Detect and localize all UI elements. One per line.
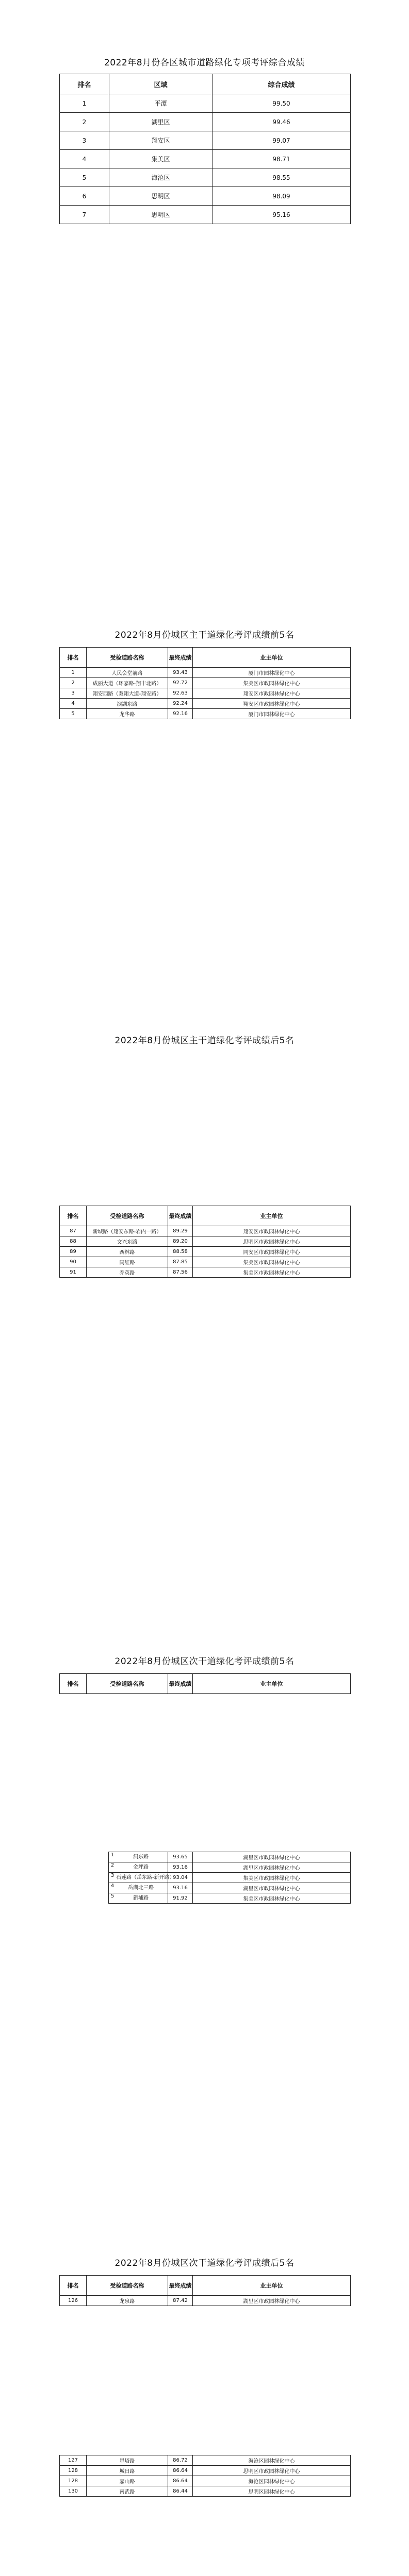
table-header-row [60,2276,351,2296]
column-header: 受检道路名称 [87,1674,168,1694]
road-name-cell: 城日路 [87,2466,168,2476]
district-cell: 海沧区 [109,168,212,187]
section-5-table [59,2455,351,2497]
table-row [60,2466,351,2476]
table-header-row [60,648,351,668]
score-cell: 98.09 [212,187,351,206]
road-name-cell: 滨湖东路 [87,699,168,709]
rank-cell: 1 [60,668,87,678]
score-cell: 87.56 [168,1267,193,1278]
table-row [109,1862,351,1873]
score-cell: 87.85 [168,1257,193,1267]
rank-cell: 4 [60,699,87,709]
score-cell: 89.20 [168,1236,193,1247]
owner-unit-cell: 湖里区市政园林绿化中心 [193,1862,351,1873]
rank-cell: 128 [60,2476,87,2486]
table-row [60,1236,351,1247]
road-name-cell: 洞东路 [133,1854,149,1860]
score-cell: 93.16 [168,1862,193,1873]
rank-cell: 2 [60,113,109,131]
score-cell: 92.63 [168,688,193,699]
rank-cell: 88 [60,1236,87,1247]
rank-cell: 7 [60,206,109,224]
section-4-header-table [59,1673,351,1694]
table-row [60,187,351,206]
section-5-header-table [59,2275,351,2306]
road-name-cell: 金坪路 [133,1865,149,1870]
column-header: 业主单位 [193,1206,351,1226]
column-header: 排名 [60,1674,87,1694]
section-1-table [59,74,351,224]
column-header: 排名 [60,74,109,94]
rank-cell: 128 [60,2466,87,2476]
table-row [109,1883,351,1893]
table-row [60,131,351,150]
column-header: 排名 [60,1206,87,1226]
road-name-cell: 石莲路（岳东路-新开路） [116,1875,175,1880]
road-name-cell: 新埔路 [133,1895,149,1901]
column-header: 最终成绩 [168,648,193,668]
column-header: 最终成绩 [168,1674,193,1694]
owner-unit-cell: 思明区市政园林绿化中心 [193,1236,351,1247]
table-row [60,1247,351,1257]
section-4-table [108,1852,351,1904]
score-cell: 99.50 [212,94,351,113]
table-row [109,1852,351,1862]
column-header: 受检道路名称 [87,648,168,668]
road-name-cell: 乔英路 [87,1267,168,1278]
rank-cell: 3 [110,1873,114,1878]
district-cell: 思明区 [109,206,212,224]
score-cell: 91.92 [168,1893,193,1904]
column-header: 受检道路名称 [87,2276,168,2296]
road-name-cell: 龙泉路 [87,2296,168,2306]
score-cell: 92.24 [168,699,193,709]
owner-unit-cell: 集美区市政园林绿化中心 [193,678,351,688]
rank-cell: 6 [60,187,109,206]
table-row [60,709,351,719]
table-row [60,2296,351,2306]
table-row [60,688,351,699]
table-row [60,678,351,688]
table-row [60,150,351,168]
table-row [60,699,351,709]
rank-name-cell [109,1893,168,1904]
table-row [60,1257,351,1267]
road-name-cell: 新城路（翔安东路-岩内一路） [87,1226,168,1236]
rank-cell: 2 [110,1862,114,1868]
owner-unit-cell: 翔安区市政园林绿化中心 [193,1226,351,1236]
rank-cell: 91 [60,1267,87,1278]
score-cell: 86.44 [168,2486,193,2497]
score-cell: 98.55 [212,168,351,187]
table-row [60,2476,351,2486]
section-4-title: 2022年8月份城区次干道绿化考评成绩前5名 [114,1656,295,1667]
table-row [109,1873,351,1883]
owner-unit-cell: 湖里区市政园林绿化中心 [193,1883,351,1893]
column-header: 最终成绩 [168,1206,193,1226]
score-cell: 86.64 [168,2466,193,2476]
score-cell: 93.43 [168,668,193,678]
district-cell: 湖里区 [109,113,212,131]
rank-cell: 130 [60,2486,87,2497]
rank-cell: 5 [110,1893,114,1899]
column-header: 业主单位 [193,648,351,668]
rank-cell: 127 [60,2455,87,2466]
column-header: 区域 [109,74,212,94]
rank-cell: 3 [60,688,87,699]
table-row [60,1267,351,1278]
column-header: 受检道路名称 [87,1206,168,1226]
district-cell: 平潭 [109,94,212,113]
column-header: 综合成绩 [212,74,351,94]
owner-unit-cell: 湖里区市政园林绿化中心 [193,1852,351,1862]
score-cell: 89.29 [168,1226,193,1236]
road-name-cell: 岳湖北三路 [128,1885,154,1891]
score-cell: 98.71 [212,150,351,168]
road-name-cell: 星塔路 [87,2455,168,2466]
section-5-title: 2022年8月份城区次干道绿化考评成绩后5名 [114,2258,295,2268]
rank-name-cell [109,1873,175,1883]
district-cell: 思明区 [109,187,212,206]
column-header: 业主单位 [193,2276,351,2296]
score-cell: 87.42 [168,2296,193,2306]
section-3-table [59,1206,351,1278]
owner-unit-cell: 海沧区园林绿化中心 [193,2476,351,2486]
table-row [60,1226,351,1236]
rank-cell: 1 [110,1852,114,1858]
owner-unit-cell: 集美区市政园林绿化中心 [193,1257,351,1267]
rank-cell: 87 [60,1226,87,1236]
column-header: 排名 [60,2276,87,2296]
road-name-cell: 文兴东路 [87,1236,168,1247]
rank-cell: 5 [60,168,109,187]
score-cell: 88.58 [168,1247,193,1257]
rank-cell: 2 [60,678,87,688]
owner-unit-cell: 思明区市政园林绿化中心 [193,2466,351,2476]
score-cell: 92.16 [168,709,193,719]
score-cell: 93.16 [168,1883,193,1893]
rank-cell: 90 [60,1257,87,1267]
rank-name-cell [109,1883,168,1893]
road-name-cell: 嘉山路 [87,2476,168,2486]
rank-name-cell [109,1862,168,1873]
score-cell: 93.65 [168,1852,193,1862]
rank-cell: 4 [60,150,109,168]
owner-unit-cell: 集美区市政园林绿化中心 [193,1267,351,1278]
section-2-table [59,647,351,719]
table-row [60,94,351,113]
rank-cell: 89 [60,1247,87,1257]
road-name-cell: 南武路 [87,2486,168,2497]
table-row [60,2455,351,2466]
section-3-title: 2022年8月份城区主干道绿化考评成绩后5名 [114,1036,295,1046]
rank-cell: 3 [60,131,109,150]
owner-unit-cell: 湖里区市政园林绿化中心 [193,2296,351,2306]
road-name-cell: 人民会堂前路 [87,668,168,678]
rank-cell: 4 [110,1883,114,1889]
road-name-cell: 龙华路 [87,709,168,719]
score-cell: 99.46 [212,113,351,131]
table-header-row [60,1674,351,1694]
owner-unit-cell: 厦门市园林绿化中心 [193,709,351,719]
table-row [60,668,351,678]
column-header: 排名 [60,648,87,668]
road-name-cell: 翔安西路（双翔大道-翔安路） [87,688,168,699]
score-cell: 86.72 [168,2455,193,2466]
rank-cell: 5 [60,709,87,719]
owner-unit-cell: 同安区市政园林绿化中心 [193,1247,351,1257]
table-row [60,113,351,131]
score-cell: 95.16 [212,206,351,224]
score-cell: 99.07 [212,131,351,150]
section-2-title: 2022年8月份城区主干道绿化考评成绩前5名 [114,630,295,640]
owner-unit-cell: 翔安区市政园林绿化中心 [193,699,351,709]
owner-unit-cell: 海沧区园林绿化中心 [193,2455,351,2466]
owner-unit-cell: 厦门市园林绿化中心 [193,668,351,678]
table-header-row [60,74,351,94]
district-cell: 集美区 [109,150,212,168]
score-cell: 86.64 [168,2476,193,2486]
owner-unit-cell: 思明区园林绿化中心 [193,2486,351,2497]
road-name-cell: 成丽大道（环嘉路-翔丰北路） [87,678,168,688]
score-cell: 93.04 [168,1873,193,1883]
district-cell: 翔安区 [109,131,212,150]
rank-name-cell [109,1852,168,1862]
rank-cell: 1 [60,94,109,113]
rank-cell: 126 [60,2296,87,2306]
column-header: 最终成绩 [168,2276,193,2296]
score-cell: 92.72 [168,678,193,688]
owner-unit-cell: 集美区市政园林绿化中心 [193,1893,351,1904]
table-row [60,206,351,224]
road-name-cell: 同红路 [87,1257,168,1267]
owner-unit-cell: 翔安区市政园林绿化中心 [193,688,351,699]
section-1-title: 2022年8月份各区城市道路绿化专项考评综合成绩 [104,58,305,68]
table-row [109,1893,351,1904]
table-header-row [60,1206,351,1226]
table-row [60,168,351,187]
column-header: 业主单位 [193,1674,351,1694]
owner-unit-cell: 集美区市政园林绿化中心 [193,1873,351,1883]
road-name-cell: 西林路 [87,1247,168,1257]
table-row [60,2486,351,2497]
